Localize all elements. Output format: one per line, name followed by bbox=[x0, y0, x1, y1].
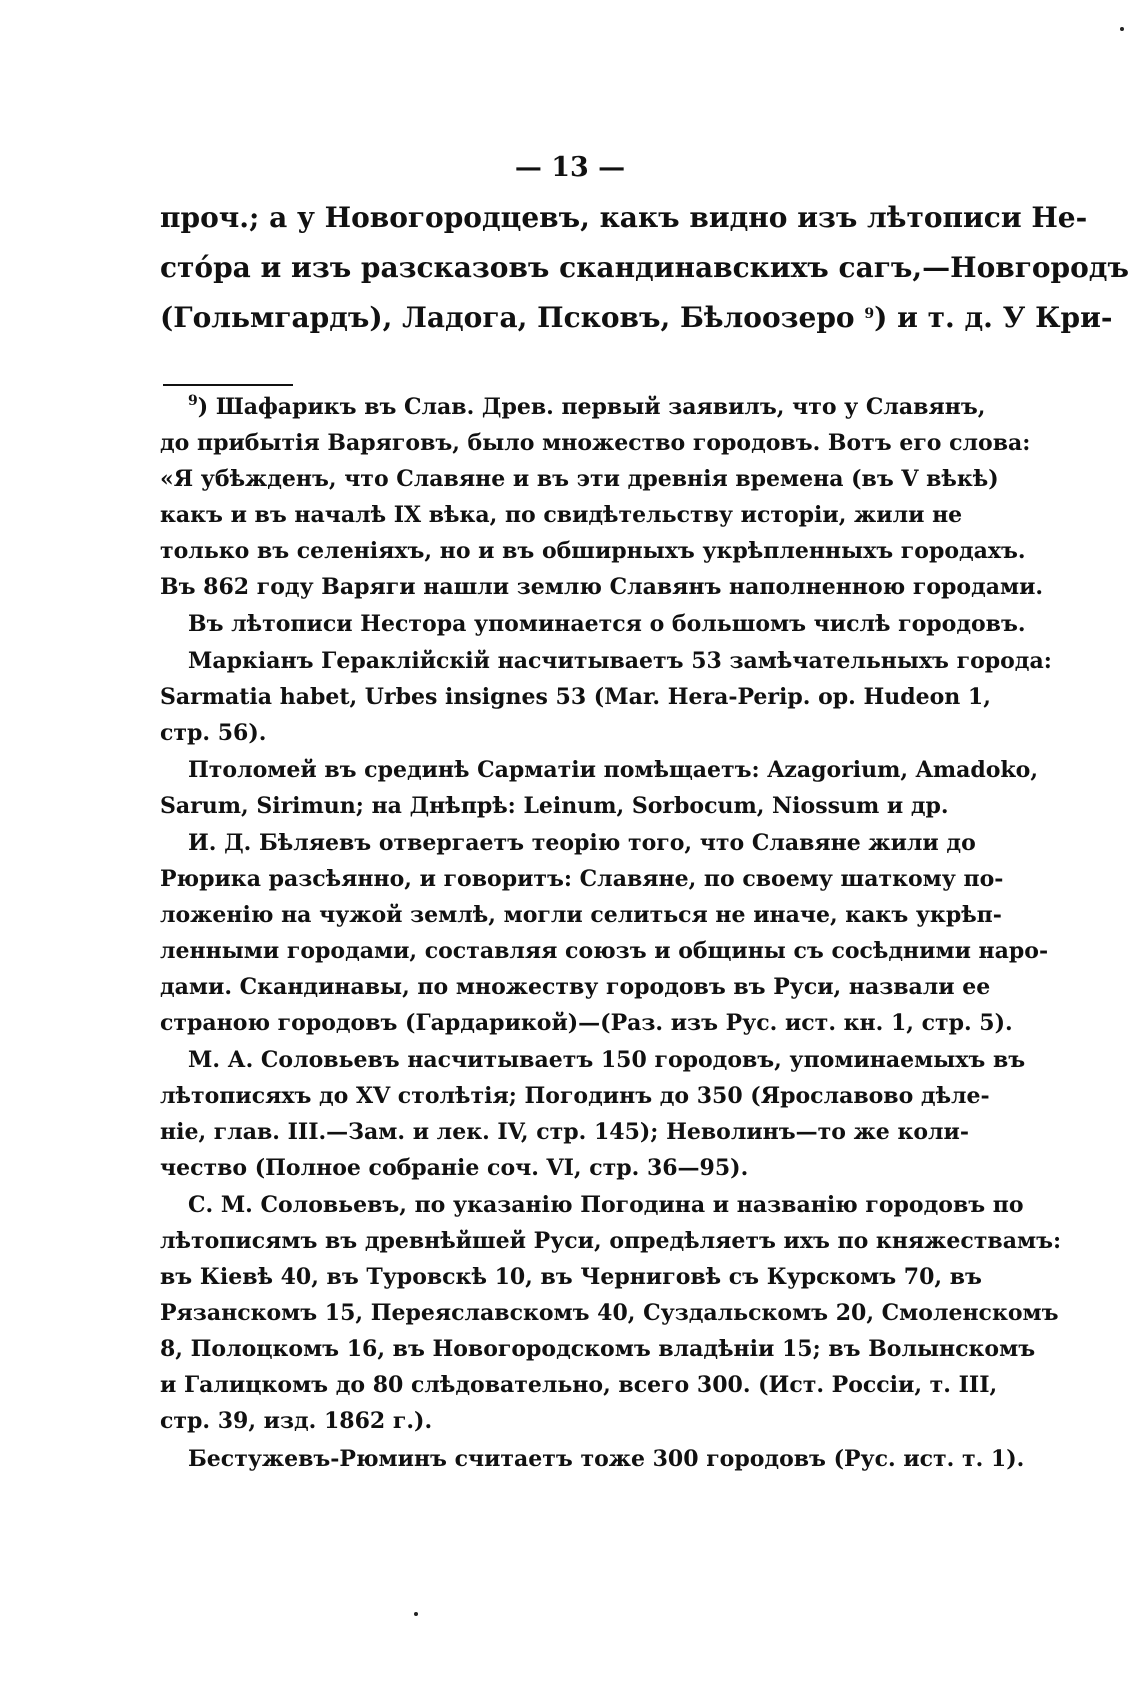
footnote-line-1 bbox=[160, 389, 986, 425]
footnote-line: М. А. Соловьевъ насчитываетъ 150 городовъ, упоминаемыхъ въ bbox=[188, 1047, 1026, 1073]
footnote-marker: 9 bbox=[188, 393, 198, 409]
footnote-line: лѣтописяхъ до XV столѣтія; Погодинъ до 350 (Ярославово дѣле- bbox=[160, 1083, 990, 1109]
footnote-line: ніе, глав. III.—Зам. и лек. IV, стр. 145); Неволинъ—то же коли- bbox=[160, 1119, 969, 1145]
footnote-line: Птоломей въ срединѣ Сарматіи помѣщаетъ: Azagorium, Amadoko, bbox=[188, 757, 1038, 783]
footnote-line: Бестужевъ-Рюминъ считаетъ тоже 300 городовъ (Рус. ист. т. 1). bbox=[188, 1446, 1025, 1472]
footnote-reference: 9 bbox=[864, 306, 875, 322]
footnote-line: только въ селеніяхъ, но и въ обширныхъ укрѣпленныхъ городахъ. bbox=[160, 538, 1026, 564]
footnote-separator bbox=[163, 384, 293, 386]
scan-speck bbox=[414, 1612, 418, 1616]
footnote-line: Въ лѣтописи Нестора упоминается о большомъ числѣ городовъ. bbox=[188, 611, 1026, 637]
footnote-line: стр. 56). bbox=[160, 720, 267, 746]
page-number: — 13 — bbox=[514, 152, 626, 183]
main-line-1: проч.; а у Новогородцевъ, какъ видно изъ лѣтописи Не- bbox=[160, 201, 1088, 234]
main-line-2: стóра и изъ разсказовъ скандинавскихъ сагъ,—Новгородъ bbox=[160, 251, 1129, 284]
footnote-line: дами. Скандинавы, по множеству городовъ въ Руси, назвали ее bbox=[160, 974, 991, 1000]
footnote-line: И. Д. Бѣляевъ отвергаетъ теорію того, что Славяне жили до bbox=[188, 830, 976, 856]
footnote-line: 8, Полоцкомъ 16, въ Новогородскомъ владѣніи 15; въ Волынскомъ bbox=[160, 1336, 1036, 1362]
main-line-3-text-a: (Гольмгардъ), Ладога, Псковъ, Бѣлоозеро bbox=[160, 301, 855, 334]
footnote-line: Sarum, Sirimun; на Днѣпрѣ: Leinum, Sorbocum, Niossum и др. bbox=[160, 793, 949, 819]
footnote-line: стр. 39, изд. 1862 г.). bbox=[160, 1408, 433, 1434]
footnote-line: Sarmatia habet, Urbes insignes 53 (Mar. Hera-Perip. op. Hudeon 1, bbox=[160, 684, 991, 710]
footnote-line: до прибытія Варяговъ, было множество городовъ. Вотъ его слова: bbox=[160, 430, 1031, 456]
footnote-line: въ Кіевѣ 40, въ Туровскѣ 10, въ Черниговѣ съ Курскомъ 70, въ bbox=[160, 1264, 982, 1290]
footnote-line: «Я убѣжденъ, что Славяне и въ эти древнія времена (въ V вѣкѣ) bbox=[160, 466, 999, 492]
main-line-3-text-b: ) и т. д. У Кри- bbox=[874, 301, 1113, 334]
footnote-line: Рюрика разсѣянно, и говоритъ: Славяне, по своему шаткому по- bbox=[160, 866, 1004, 892]
footnote-line: и Галицкомъ до 80 слѣдовательно, всего 300. (Ист. Россіи, т. III, bbox=[160, 1372, 998, 1398]
footnote-line: чество (Полное собраніе соч. VI, стр. 36—95). bbox=[160, 1155, 749, 1181]
footnote-line-1-text: ) Шафарикъ въ Слав. Древ. первый заявилъ, что у Славянъ, bbox=[197, 394, 986, 420]
scan-speck bbox=[1120, 27, 1124, 31]
main-line-3 bbox=[160, 293, 1113, 343]
footnote-line: лѣтописямъ въ древнѣйшей Руси, опредѣляетъ ихъ по княжествамъ: bbox=[160, 1228, 1062, 1254]
footnote-line: какъ и въ началѣ IX вѣка, по свидѣтельству исторіи, жили не bbox=[160, 502, 963, 528]
footnote-line: Рязанскомъ 15, Переяславскомъ 40, Суздальскомъ 20, Смоленскомъ bbox=[160, 1300, 1059, 1326]
footnote-line: ленными городами, составляя союзъ и общины съ сосѣдними наро- bbox=[160, 938, 1049, 964]
footnote-line: С. М. Соловьевъ, по указанію Погодина и названію городовъ по bbox=[188, 1192, 1024, 1218]
footnote-line: Въ 862 году Варяги нашли землю Славянъ наполненною городами. bbox=[160, 574, 1044, 600]
footnote-line: ложенію на чужой землѣ, могли селиться не иначе, какъ укрѣп- bbox=[160, 902, 1002, 928]
footnote-line: Маркіанъ Гераклійскій насчитываетъ 53 замѣчательныхъ города: bbox=[188, 648, 1052, 674]
footnote-line: страною городовъ (Гардарикой)—(Раз. изъ Рус. ист. кн. 1, стр. 5). bbox=[160, 1010, 1013, 1036]
